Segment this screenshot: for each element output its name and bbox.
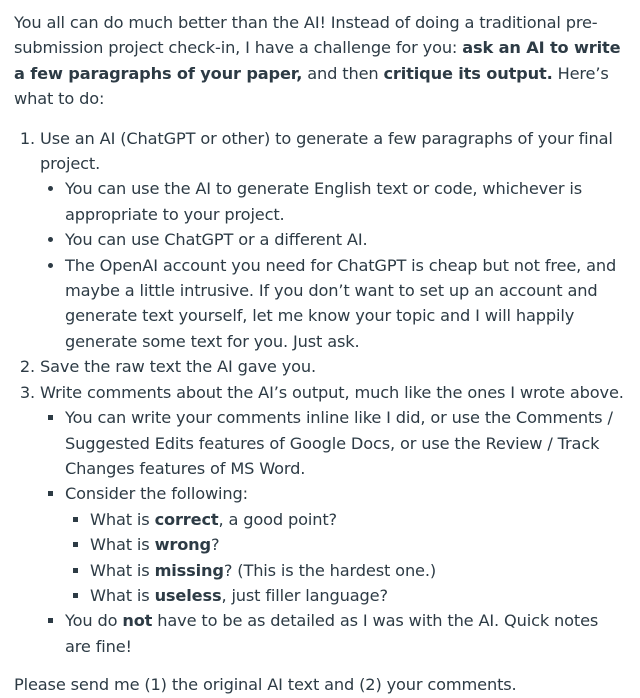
step-3-bullet-2-text: Consider the following:: [65, 484, 248, 504]
steps-list: [14, 126, 627, 660]
step-3: [40, 380, 627, 659]
consideration-missing-pre: What is: [90, 560, 155, 580]
consideration-useless-pre: What is: [90, 585, 155, 605]
step-3-bullet-1: ▪ You can write your comments inline like I did, or use the Comments / Suggested Edits features of Google Docs, or use the Review / Track Changes features of MS Word.: [65, 405, 627, 481]
intro-text-3: Here’s what to do:: [14, 63, 609, 109]
consideration-missing: [90, 558, 627, 583]
consideration-correct-post: , a good point?: [218, 509, 338, 529]
step-2-text: Save the raw text the AI gave you.: [40, 357, 317, 377]
step-2: [40, 354, 627, 379]
consideration-wrong-post: ?: [210, 535, 220, 555]
intro-text-1: You all can do much better than the AI! Instead of doing a traditional pre-submission project check-in, I have a challenge for you:: [14, 13, 598, 58]
consideration-correct: [90, 507, 627, 532]
considerations-list: [65, 507, 627, 609]
consideration-missing-bold: missing: [154, 560, 224, 580]
step-3-bullet-2: [65, 481, 627, 608]
step-3-bullet-3-bold: not: [122, 611, 153, 631]
step-3-bullet-3: [65, 608, 627, 659]
step-1-text: Use an AI (ChatGPT or other) to generate a few paragraphs of your final project.: [40, 128, 613, 174]
consideration-useless-post: , just filler language?: [221, 585, 388, 605]
consideration-useless: [90, 583, 627, 608]
step-1: [40, 126, 627, 355]
step-1-bullets: [40, 176, 627, 354]
consideration-missing-post: ? (This is the hardest one.): [223, 560, 437, 580]
intro-bold-1: ask an AI to write a few paragraphs of your paper,: [14, 38, 621, 83]
step-1-bullet-1: • You can use the AI to generate English text or code, whichever is appropriate to your project.: [65, 176, 627, 227]
step-1-bullet-3: • The OpenAI account you need for ChatGPT is cheap but not free, and maybe a little intrusive. If you don’t want to set up an account and generate text yourself, let me know your topic and I will happily generate some text for you. Just ask.: [65, 253, 627, 355]
step-3-bullets: [40, 405, 627, 659]
step-3-bullet-3-pre: You do: [65, 611, 123, 631]
consideration-wrong: [90, 532, 627, 557]
consideration-wrong-bold: wrong: [154, 535, 211, 555]
step-3-text: Write comments about the AI’s output, much like the ones I wrote above.: [40, 382, 624, 402]
consideration-correct-pre: What is: [90, 509, 155, 529]
step-3-bullet-3-post: have to be as detailed as I was with the AI. Quick notes are fine!: [65, 611, 599, 656]
consideration-correct-bold: correct: [154, 509, 219, 529]
step-1-bullet-2: • You can use ChatGPT or a different AI.: [65, 227, 627, 252]
intro-paragraph: [14, 10, 627, 112]
consideration-wrong-pre: What is: [90, 535, 155, 555]
intro-text-2: and then: [302, 63, 384, 83]
intro-bold-2: critique its output.: [383, 63, 553, 83]
consideration-useless-bold: useless: [154, 585, 222, 605]
closing-paragraph: Please send me (1) the original AI text and (2) your comments.: [14, 675, 517, 695]
